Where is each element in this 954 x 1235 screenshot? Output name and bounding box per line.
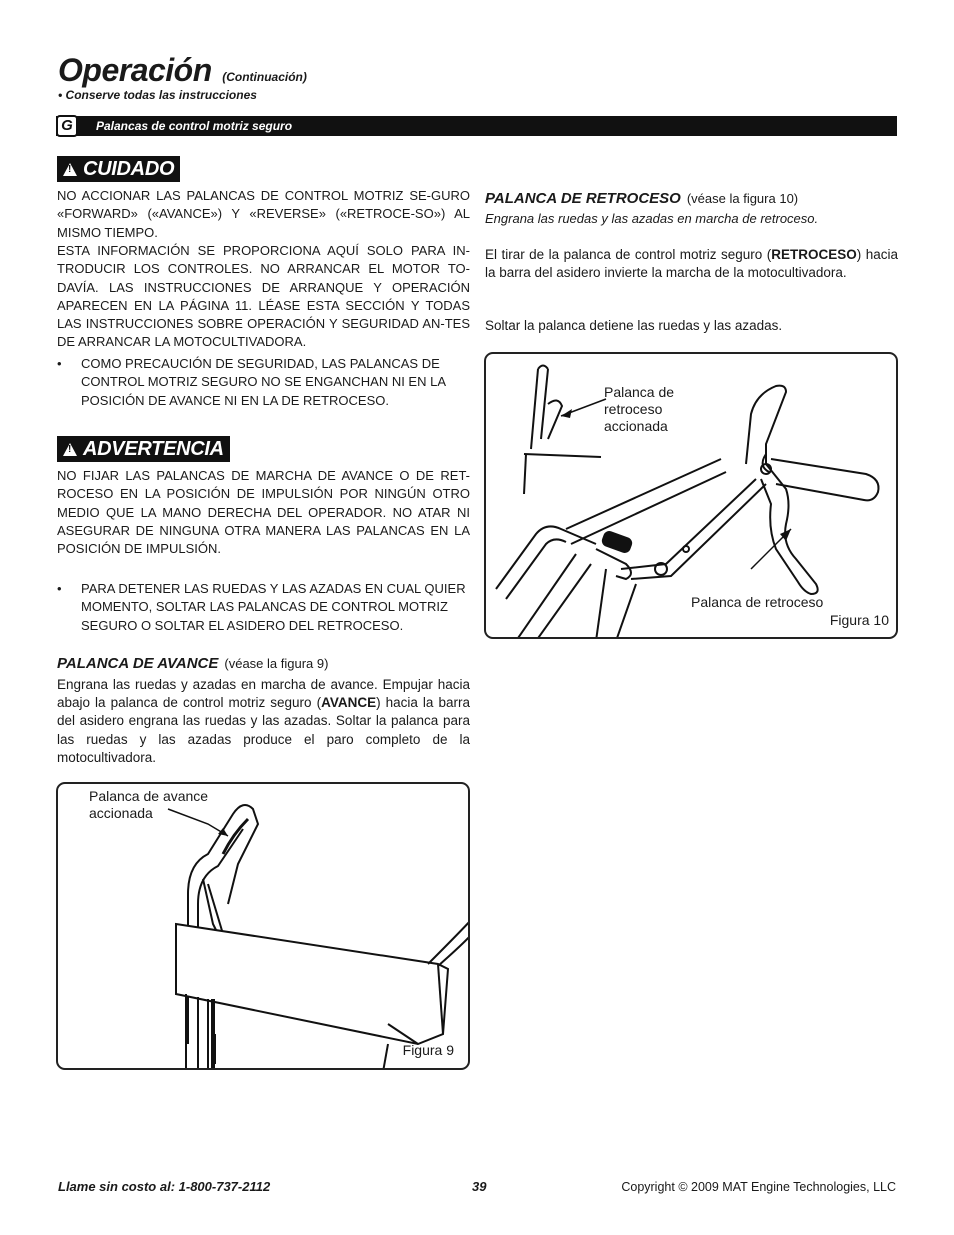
cuidado-banner (57, 156, 180, 182)
avance-text-after: ) hacia la barra del asidero engrana las ruedas y las azadas. Soltar la palanca para las ruedas y las azadas produce el paro completo de la motocultivadora. (57, 695, 470, 765)
retroceso-description-2: Soltar la palanca detiene las ruedas y las azadas. (485, 318, 783, 333)
cuidado-bullet (57, 355, 470, 411)
avance-heading-text: PALANCA DE AVANCE (57, 655, 219, 672)
page-title: Operación (58, 52, 212, 88)
figure-9-caption: Figura 9 (402, 1042, 454, 1058)
advertencia-banner (57, 436, 230, 462)
cuidado-label: CUIDADO (83, 157, 175, 180)
figure-9-label (89, 788, 208, 822)
retroceso-text-bold: RETROCESO (771, 247, 857, 262)
avance-description (57, 676, 470, 767)
footer-phone: Llame sin costo al: 1-800-737-2112 (58, 1179, 271, 1194)
figure-10-label (604, 384, 674, 435)
cuidado-paragraph-1: NO ACCIONAR LAS PALANCAS DE CONTROL MOTRIZ SE-GURO «FORWARD» («AVANCE») Y «REVERSE» («RETROCE-SO») AL MISMO TIEMPO. (57, 188, 470, 240)
figure-10-label-line-2: retroceso (604, 401, 663, 417)
figure-10-label-line-1: Palanca de (604, 384, 675, 400)
advertencia-paragraph: NO FIJAR LAS PALANCAS DE MARCHA DE AVANCE O DE RET-ROCESO EN LA POSICIÓN DE IMPULSIÓN POR NINGÚN OTRO MEDIO QUE LA MANO DERECHA DEL OPERADOR. NO ATAR NI ASEGURAR DE NINGUNA OTRA MANERA LAS PALANCAS EN LA POSICIÓN DE IMPULSIÓN. (57, 468, 470, 557)
advertencia-bullet-text: PARA DETENER LAS RUEDAS Y LAS AZADAS EN CUAL QUIER MOMENTO, SOLTAR LAS PALANCAS DE CONTROL MOTRIZ SEGURO O SOLTAR EL ASIDERO DEL RETROCESO. (81, 581, 466, 633)
section-title: Palancas de control motriz seguro (96, 119, 293, 133)
avance-text-bold: AVANCE (321, 695, 377, 711)
retroceso-text-after: ) hacia la barra del asidero invierte la marcha de la motocultivadora. (485, 247, 898, 281)
cuidado-paragraph-2: ESTA INFORMACIÓN SE PROPORCIONA AQUÍ SOLO PARA IN-TRODUCIR LOS CONTROLES. NO ARRANCAR EL MOTOR TO-DAVÍA. LAS INSTRUCCIONES DE ARRANQUE Y OPERACIÓN APARECEN EN LA PÁGINA 11. LÉASE ESTA SECCIÓN Y TODAS LAS INSTRUCCIONES SOBRE OPERACIÓN Y SEGURIDAD AN-TES DE ARRANCAR LA MOTOCULTIVADORA. (57, 243, 470, 350)
footer-page-number: 39 (472, 1179, 487, 1194)
section-letter: G (56, 115, 78, 137)
bullet-dot: • (57, 356, 62, 371)
figure-10-bottom-label: Palanca de retroceso (691, 594, 824, 610)
advertencia-label: ADVERTENCIA (83, 437, 224, 460)
avance-heading (57, 655, 328, 672)
retroceso-description (485, 246, 898, 282)
retroceso-text-before: El tirar de la palanca de control motriz seguro ( (485, 247, 772, 262)
figure-9-label-line-1: Palanca de avance (89, 788, 209, 804)
warning-triangle-icon (63, 443, 77, 456)
warning-triangle-icon (63, 163, 77, 176)
figure-9-illustration (58, 784, 470, 1070)
retroceso-heading (485, 190, 798, 207)
bullet-dot: • (57, 581, 62, 596)
figure-9-label-line-2: accionada (89, 805, 153, 821)
avance-text-before: Engrana las ruedas y azadas en marcha de avance. Empujar hacia abajo la palanca de control motriz seguro ( (57, 677, 470, 711)
cuidado-bullet-text: COMO PRECAUCIÓN DE SEGURIDAD, LAS PALANCAS DE CONTROL MOTRIZ SEGURO NO SE ENGANCHAN NI EN LA POSICIÓN DE AVANCE NI EN LA DE RETROCESO. (81, 356, 446, 408)
retroceso-heading-text: PALANCA DE RETROCESO (485, 190, 681, 207)
page-title-suffix: (Continuación) (222, 70, 307, 84)
advertencia-bullet (57, 580, 470, 636)
figure-10-caption: Figura 10 (829, 612, 889, 628)
retroceso-summary: Engrana las ruedas y las azadas en marcha de retroceso. (485, 211, 819, 226)
page-header (58, 52, 307, 89)
figure-10-label-line-3: accionada (604, 418, 668, 434)
avance-see-reference: (véase la figura 9) (224, 656, 329, 671)
footer-copyright: Copyright © 2009 MAT Engine Technologies, LLC (621, 1180, 896, 1194)
header-note: • Conserve todas las instrucciones (58, 88, 257, 102)
section-bar (56, 116, 897, 136)
figure-10 (484, 352, 898, 639)
figure-9 (56, 782, 470, 1070)
retroceso-see-reference: (véase la figura 10) (686, 191, 799, 206)
